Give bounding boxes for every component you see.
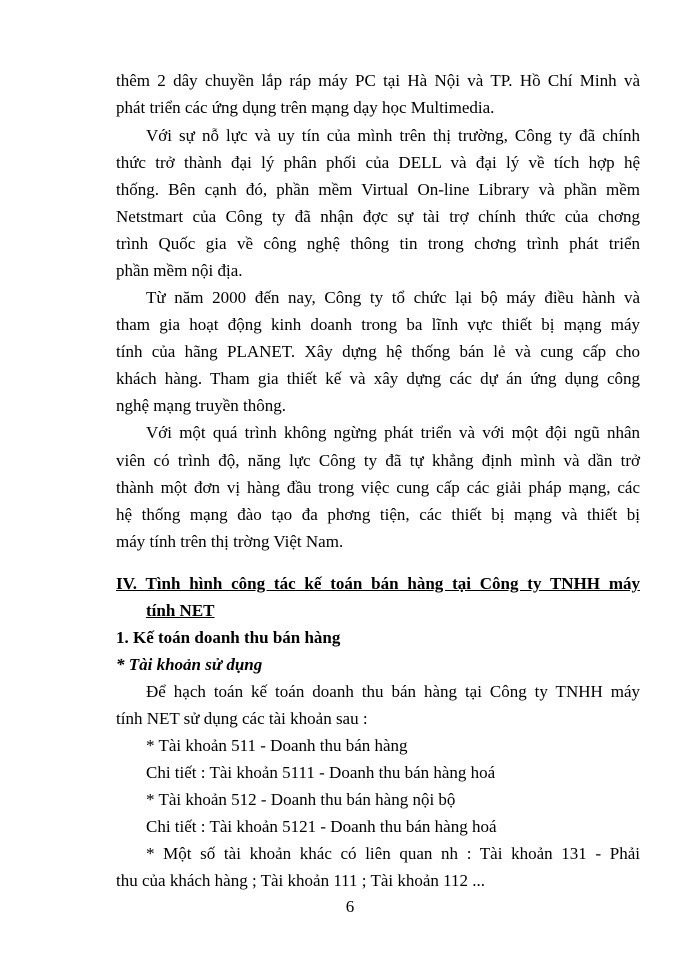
text-line: viên có trình độ, năng lực Công ty đã tự khẳng định mình và dần trở xyxy=(116,451,640,470)
text-line: * Tài khoản 511 - Doanh thu bán hàng xyxy=(146,736,408,755)
text-line: thêm 2 dây chuyền lắp ráp máy PC tại Hà Nội và TP. Hồ Chí Minh và xyxy=(116,71,640,90)
text-line: tính NET sử dụng các tài khoản sau : xyxy=(116,709,368,728)
subsection-heading: 1. Kế toán doanh thu bán hàng xyxy=(116,628,341,647)
text-line: * Tài khoản 512 - Doanh thu bán hàng nội bộ xyxy=(146,790,456,809)
text-line: Netstmart của Công ty đã nhận đợc sự tài trợ chính thức của chơng xyxy=(116,207,640,226)
text-line: Để hạch toán kế toán doanh thu bán hàng tại Công ty TNHH máy xyxy=(146,682,640,701)
text-line: * Một số tài khoản khác có liên quan nh : Tài khoản 131 - Phải xyxy=(146,844,640,863)
text-line: tính của hãng PLANET. Xây dựng hệ thống bán lẻ và cung cấp cho xyxy=(116,342,640,361)
text-line: khách hàng. Tham gia thiết kế và xây dựng các dự án ứng dụng công xyxy=(116,369,640,388)
section-heading-continued: tính NET xyxy=(146,601,215,620)
text-line: phát triển các ứng dụng trên mạng dạy học Multimedia. xyxy=(116,98,495,117)
text-line: trình Quốc gia về công nghệ thông tin trong chơng trình phát triển xyxy=(116,234,640,253)
text-line: Từ năm 2000 đến nay, Công ty tổ chức lại bộ máy điều hành và xyxy=(146,288,640,307)
text-line: thu của khách hàng ; Tài khoản 111 ; Tài khoản 112 ... xyxy=(116,871,486,890)
text-line: thành một đơn vị hàng đầu trong việc cung cấp các giải pháp mạng, các xyxy=(116,478,640,497)
text-line: Chi tiết : Tài khoản 5111 - Doanh thu bán hàng hoá xyxy=(146,763,496,782)
page-number: 6 xyxy=(345,897,355,916)
text-line: thức trở thành đại lý phân phối của DELL và đại lý về tích hợp hệ xyxy=(116,153,640,172)
account-heading: * Tài khoản sử dụng xyxy=(116,655,263,674)
text-line: Chi tiết : Tài khoản 5121 - Doanh thu bán hàng hoá xyxy=(146,817,497,836)
text-line: tham gia hoạt động kinh doanh trong ba lĩnh vực thiết bị mạng máy xyxy=(116,315,640,334)
text-line: Với một quá trình không ngừng phát triển và với một đội ngũ nhân xyxy=(146,423,640,442)
text-line: máy tính trên thị trờng Việt Nam. xyxy=(116,532,344,551)
section-heading: IV. Tình hình công tác kế toán bán hàng tại Công ty TNHH máy xyxy=(116,574,640,593)
text-line: thống. Bên cạnh đó, phần mềm Virtual On-line Library và phần mềm xyxy=(116,180,640,199)
text-line: nghệ mạng truyền thông. xyxy=(116,396,286,415)
text-line: phần mềm nội địa. xyxy=(116,261,243,280)
text-line: hệ thống mạng đào tạo đa phơng tiện, các thiết bị mạng và thiết bị xyxy=(116,505,640,524)
text-line: Với sự nỗ lực và uy tín của mình trên thị trường, Công ty đã chính xyxy=(146,126,640,145)
